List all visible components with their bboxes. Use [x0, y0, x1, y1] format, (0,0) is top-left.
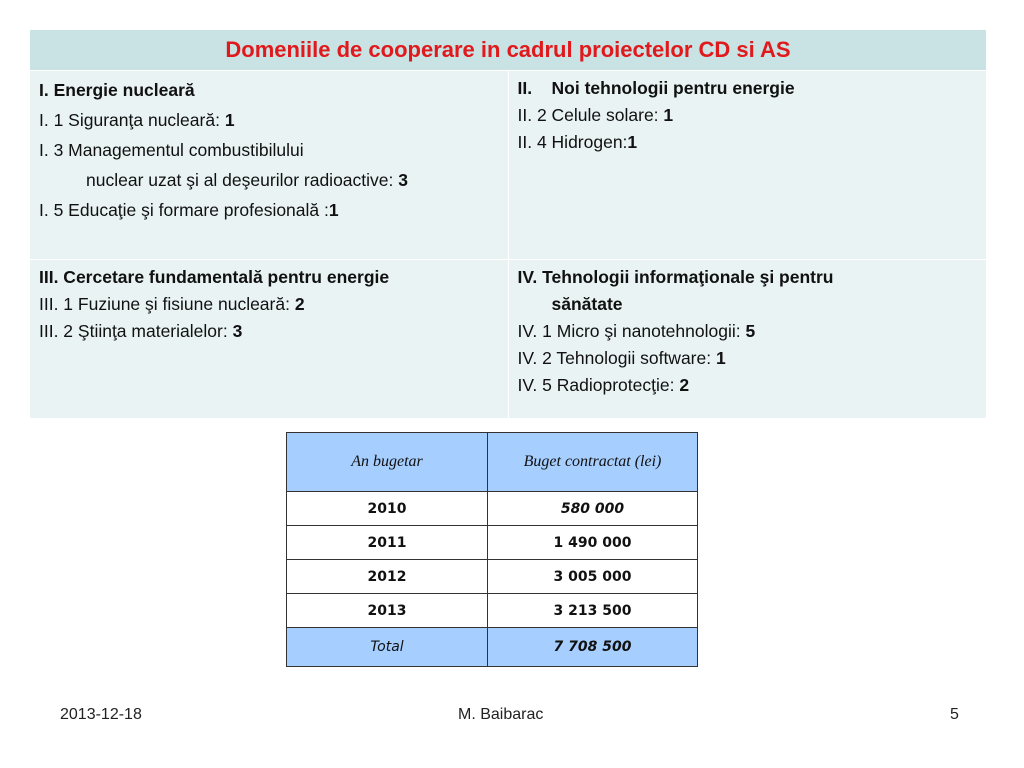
domain-item: III. 2 Ştiinţa materialelor: 3 — [39, 321, 243, 341]
domain-cell-2 — [508, 71, 987, 260]
domain-cell-3 — [30, 260, 509, 419]
domain-item: IV. 2 Tehnologii software: 1 — [517, 348, 726, 368]
slide-title: Domeniile de cooperare in cadrul proiectelor CD si AS — [30, 30, 987, 71]
total-row — [287, 628, 698, 667]
total-amount: 7 708 500 — [488, 628, 698, 667]
page-number: 5 — [950, 706, 959, 723]
domain-item: III. 1 Fuziune şi fisiune nucleară: 2 — [39, 294, 305, 314]
amount-cell: 580 000 — [488, 492, 698, 526]
domain-item: II. 4 Hidrogen:1 — [517, 132, 638, 152]
header-amount: Buget contractat (lei) — [488, 433, 698, 492]
budget-table — [286, 432, 698, 667]
year-cell: 2011 — [287, 526, 488, 560]
domain-item: IV. 5 Radioprotecţie: 2 — [517, 375, 690, 395]
table-row — [287, 492, 698, 526]
amount-cell: 1 490 000 — [488, 526, 698, 560]
year-cell: 2010 — [287, 492, 488, 526]
domain-item: nuclear uzat şi al deşeurilor radioactive: 3 — [86, 170, 408, 190]
domains-table — [29, 29, 987, 419]
domain-item: II. 2 Celule solare: 1 — [517, 105, 674, 125]
footer-author: M. Baibarac — [458, 706, 544, 723]
domain-heading: III. Cercetare fundamentală pentru energie — [39, 267, 390, 287]
amount-cell: 3 005 000 — [488, 560, 698, 594]
domain-cell-4 — [508, 260, 987, 419]
budget-header-row — [287, 433, 698, 492]
header-year: An bugetar — [287, 433, 488, 492]
domain-item: IV. 1 Micro şi nanotehnologii: 5 — [517, 321, 756, 341]
total-label: Total — [287, 628, 488, 667]
footer-date: 2013-12-18 — [60, 706, 142, 723]
domain-heading: I. Energie nucleară — [39, 80, 195, 100]
domain-item: I. 1 Siguranţa nucleară: 1 — [39, 110, 235, 130]
year-cell: 2012 — [287, 560, 488, 594]
domain-heading: II. Noi tehnologii pentru energie — [517, 78, 795, 98]
domain-item: I. 3 Managementul combustibilului — [39, 140, 304, 160]
year-cell: 2013 — [287, 594, 488, 628]
domain-heading-cont: sănătate — [551, 294, 623, 314]
domain-cell-1 — [30, 71, 509, 260]
amount-cell: 3 213 500 — [488, 594, 698, 628]
domain-item: I. 5 Educaţie şi formare profesională :1 — [39, 200, 339, 220]
table-row — [287, 594, 698, 628]
domain-heading: IV. Tehnologii informaţionale şi pentru — [517, 267, 834, 287]
table-row — [287, 526, 698, 560]
table-row — [287, 560, 698, 594]
